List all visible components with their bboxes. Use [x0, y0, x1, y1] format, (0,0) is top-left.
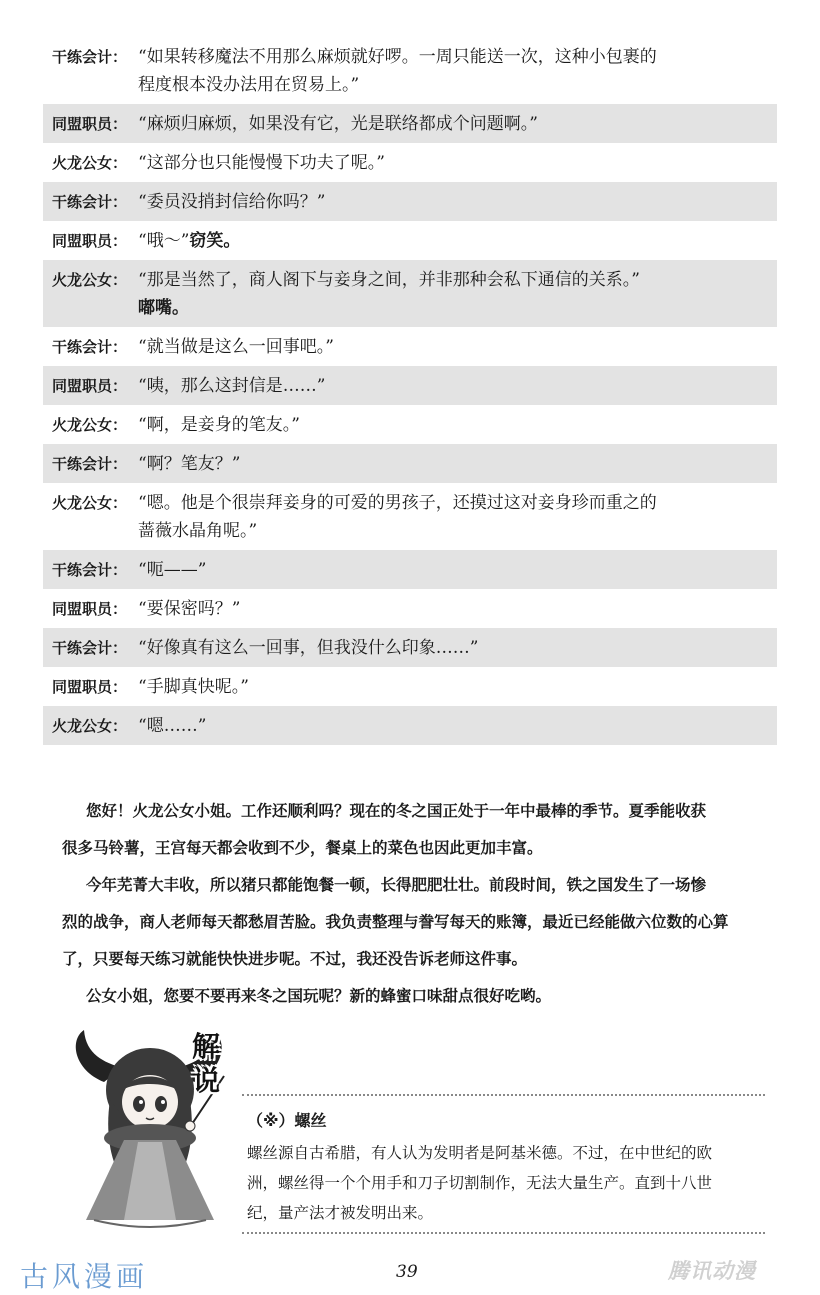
- dialogue-line: “如果转移魔法不用那么麻烦就好啰。一周只能送一次，这种小包裹的: [138, 47, 657, 67]
- speaker-label: 同盟职员：: [52, 678, 128, 696]
- speaker-label: 同盟职员：: [52, 377, 128, 395]
- speaker-label: 火龙公女：: [52, 271, 128, 289]
- dialogue-row: [43, 327, 777, 366]
- dialogue-text: [138, 188, 767, 216]
- speaker-label: 干练会计：: [52, 338, 128, 356]
- dialogue-line: “这部分也只能慢慢下功夫了呢。”: [138, 153, 385, 173]
- dialogue-row: [43, 405, 777, 444]
- speaker-label: 火龙公女：: [52, 154, 128, 172]
- speaker-label: 干练会计：: [52, 193, 128, 211]
- dialogue-text: [138, 43, 767, 99]
- dialogue-list: [43, 37, 777, 745]
- dialogue-line: “要保密吗？”: [138, 599, 241, 619]
- note-body: [247, 1138, 767, 1228]
- note-line: 纪，量产法才被发明出来。: [247, 1204, 434, 1222]
- dialogue-row: [43, 706, 777, 745]
- dotted-divider: [242, 1094, 765, 1096]
- dialogue-row: [43, 667, 777, 706]
- speaker-label: 同盟职员：: [52, 600, 128, 618]
- dialogue-text: [138, 411, 767, 439]
- dialogue-text: [138, 556, 767, 584]
- letter-line: 了，只要每天练习就能快快进步呢。不过，我还没告诉老师这件事。: [62, 950, 528, 968]
- dialogue-line: “好像真有这么一回事，但我没什么印象……”: [138, 638, 479, 658]
- dialogue-row: [43, 221, 777, 260]
- speaker-label: 同盟职员：: [52, 115, 128, 133]
- dialogue-row: [43, 589, 777, 628]
- dialogue-text: [138, 489, 767, 545]
- dialogue-text: [138, 333, 767, 361]
- notes-header: [192, 1030, 220, 1098]
- dialogue-text: [138, 595, 767, 623]
- letter-line: 很多马铃薯，王宫每天都会收到不少，餐桌上的菜色也因此更加丰富。: [62, 839, 543, 857]
- dialogue-line-continued: 蔷薇水晶角呢。”: [138, 521, 258, 541]
- dialogue-line: “嗯。他是个很崇拜妾身的可爱的男孩子，还摸过这对妾身珍而重之的: [138, 493, 657, 513]
- dialogue-line: “委员没捎封信给你吗？”: [138, 192, 326, 212]
- watermark-right: 腾讯动漫: [668, 1259, 756, 1283]
- explanation-box: [42, 1020, 777, 1240]
- dialogue-row: [43, 260, 777, 327]
- dialogue-row: [43, 143, 777, 182]
- dialogue-line: “那是当然了，商人阁下与妾身之间，并非那种会私下通信的关系。”: [138, 270, 640, 290]
- speaker-label: 同盟职员：: [52, 232, 128, 250]
- dialogue-text: [138, 372, 767, 400]
- letter-line: 烈的战争，商人老师每天都愁眉苦脸。我负责整理与誊写每天的账簿，最近已经能做六位数的心算: [62, 913, 729, 931]
- letter-line: 您好！火龙公女小姐。工作还顺利吗？现在的冬之国正处于一年中最棒的季节。夏季能收获: [86, 802, 707, 820]
- dialogue-line: “嗯……”: [138, 716, 207, 736]
- dialogue-text: [138, 450, 767, 478]
- note-line: 螺丝源自古希腊，有人认为发明者是阿基米德。不过，在中世纪的欧: [247, 1144, 713, 1162]
- letter-text: [62, 793, 776, 1015]
- dialogue-text: [138, 712, 767, 740]
- page-number: 39: [396, 1262, 418, 1282]
- dialogue-line: “呃——”: [138, 560, 207, 580]
- dialogue-row: [43, 628, 777, 667]
- dialogue-text: [138, 266, 767, 322]
- dialogue-line: “就当做是这么一回事吧。”: [138, 337, 334, 357]
- speaker-label: 干练会计：: [52, 639, 128, 657]
- stage-direction: 窃笑。: [189, 231, 241, 251]
- dialogue-line: “哦～”: [138, 231, 190, 251]
- notes-header-char: 说: [192, 1064, 221, 1097]
- dialogue-row: [43, 104, 777, 143]
- mascot-illustration: [64, 1020, 264, 1230]
- stage-direction: 嘟嘴。: [138, 298, 189, 318]
- dialogue-text: [138, 110, 767, 138]
- dialogue-line: “咦，那么这封信是……”: [138, 376, 326, 396]
- dialogue-row: [43, 483, 777, 550]
- speaker-label: 火龙公女：: [52, 717, 128, 735]
- dialogue-row: [43, 182, 777, 221]
- dialogue-row: [43, 366, 777, 405]
- dialogue-text: [138, 634, 767, 662]
- speaker-label: 火龙公女：: [52, 494, 128, 512]
- dialogue-row: [43, 444, 777, 483]
- speaker-label: 干练会计：: [52, 455, 128, 473]
- note-line: 洲，螺丝得一个个用手和刀子切割制作，无法大量生产。直到十八世: [247, 1174, 713, 1192]
- dialogue-line-continued: 程度根本没办法用在贸易上。”: [138, 75, 360, 95]
- speaker-label: 火龙公女：: [52, 416, 128, 434]
- dialogue-line: “手脚真快呢。”: [138, 677, 249, 697]
- dialogue-row: [43, 550, 777, 589]
- dotted-divider: [242, 1232, 765, 1234]
- note-title: （※）螺丝: [247, 1111, 327, 1130]
- speaker-label: 干练会计：: [52, 561, 128, 579]
- letter-line: 公女小姐，您要不要再来冬之国玩呢？新的蜂蜜口味甜点很好吃哟。: [86, 987, 552, 1005]
- notes-header-char: 解: [192, 1030, 221, 1063]
- speaker-label: 干练会计：: [52, 48, 128, 66]
- dialogue-line: “麻烦归麻烦，如果没有它，光是联络都成个问题啊。”: [138, 114, 538, 134]
- dialogue-row: [43, 37, 777, 104]
- dialogue-line: “啊？笔友？”: [138, 454, 241, 474]
- watermark-left: 古风漫画: [20, 1260, 149, 1293]
- dialogue-text: [138, 149, 767, 177]
- dialogue-text: [138, 227, 767, 255]
- letter-line: 今年芜菁大丰收，所以猪只都能饱餐一顿，长得肥肥壮壮。前段时间，铁之国发生了一场惨: [86, 876, 707, 894]
- dialogue-line: “啊，是妾身的笔友。”: [138, 415, 300, 435]
- dialogue-text: [138, 673, 767, 701]
